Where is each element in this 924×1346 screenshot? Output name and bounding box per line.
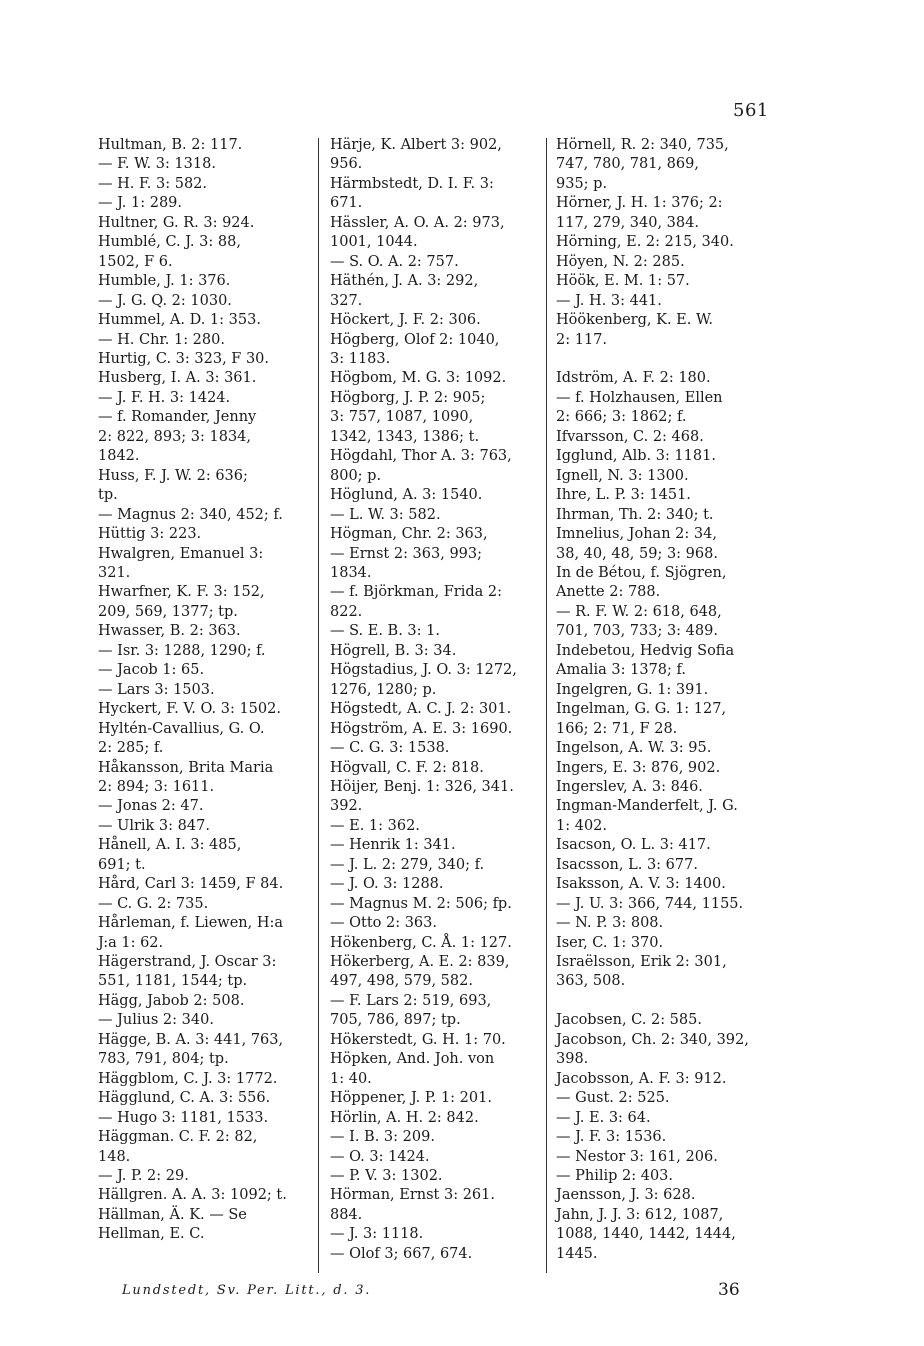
index-line: Hörner, J. H. 1: 376; 2: — [556, 195, 723, 212]
index-line: — J. U. 3: 366, 744, 1155. — [556, 895, 744, 912]
index-line: Ifvarsson, C. 2: 468. — [556, 428, 704, 445]
index-line: — Jonas 2: 47. — [98, 798, 204, 815]
index-line: — S. E. B. 3: 1. — [330, 623, 440, 640]
index-line: 2: 285; f. — [98, 740, 164, 757]
index-line: 363, 508. — [556, 973, 626, 990]
index-line: Häggman. C. F. 2: 82, — [98, 1129, 258, 1146]
index-line: Härje, K. Albert 3: 902, — [330, 137, 502, 153]
index-line: Isaksson, A. V. 3: 1400. — [556, 876, 726, 893]
index-line: Hwarfner, K. F. 3: 152, — [98, 584, 265, 601]
index-line: Jahn, J. J. 3: 612, 1087, — [556, 1206, 724, 1223]
index-line: — Hugo 3: 1181, 1533. — [98, 1109, 269, 1126]
index-line: Ingelson, A. W. 3: 95. — [556, 740, 712, 757]
index-line: Höyen, N. 2: 285. — [556, 253, 685, 270]
index-line: Högrell, B. 3: 34. — [330, 642, 457, 659]
index-column-1 — [98, 136, 308, 1245]
index-line: 1342, 1343, 1386; t. — [330, 428, 480, 445]
index-line: 2: 117. — [556, 331, 608, 348]
index-line: Iser, C. 1: 370. — [556, 934, 664, 951]
index-line: 1: 402. — [556, 817, 608, 834]
index-line: 701, 703, 733; 3: 489. — [556, 623, 718, 640]
index-line: Hyckert, F. V. O. 3: 1502. — [98, 701, 281, 718]
index-line: Hellman, E. C. — [98, 1226, 205, 1243]
index-line: Högstadius, J. O. 3: 1272, — [330, 662, 517, 679]
index-line: Hökenberg, C. Å. 1: 127. — [330, 934, 512, 951]
index-line: Högbom, M. G. 3: 1092. — [330, 370, 507, 387]
index-line: Hurtig, C. 3: 323, F 30. — [98, 350, 270, 367]
index-line: Håkansson, Brita Maria — [98, 759, 274, 776]
index-line: In de Bétou, f. Sjögren, — [556, 564, 727, 581]
index-line: Höppener, J. P. 1: 201. — [330, 1090, 492, 1107]
index-line: — f. Romander, Jenny — [98, 409, 257, 426]
index-line: — R. F. W. 2: 618, 648, — [556, 603, 722, 620]
index-line: — E. 1: 362. — [330, 817, 420, 834]
index-line: — J. 1: 289. — [98, 195, 183, 212]
index-line: — Jacob 1: 65. — [98, 662, 205, 679]
index-line: — Ulrik 3: 847. — [98, 817, 210, 834]
index-line: — C. G. 2: 735. — [98, 895, 209, 912]
index-line: Ingerslev, A. 3: 846. — [556, 778, 703, 795]
index-line: 2: 666; 3: 1862; f. — [556, 409, 687, 426]
index-line: Höglund, A. 3: 1540. — [330, 487, 483, 504]
index-line: Höijer, Benj. 1: 326, 341. — [330, 778, 514, 795]
index-line: 783, 791, 804; tp. — [98, 1051, 229, 1068]
index-line: Hüttig 3: 223. — [98, 526, 202, 543]
index-line: Jacobsen, C. 2: 585. — [556, 1012, 702, 1029]
index-line: — I. B. 3: 209. — [330, 1129, 435, 1146]
index-line: — f. Björkman, Frida 2: — [330, 584, 503, 601]
index-line: Igglund, Alb. 3: 1181. — [556, 448, 716, 465]
index-line: 691; t. — [98, 856, 146, 873]
index-line: Höök, E. M. 1: 57. — [556, 273, 690, 290]
index-column-2 — [330, 136, 540, 1264]
index-line: Hwasser, B. 2: 363. — [98, 623, 241, 640]
index-line: Humblé, C. J. 3: 88, — [98, 234, 241, 251]
index-line: — Nestor 3: 161, 206. — [556, 1148, 718, 1165]
index-line: — Lars 3: 1503. — [98, 681, 215, 698]
index-line: 327. — [330, 292, 363, 309]
index-line: — L. W. 3: 582. — [330, 506, 441, 523]
index-line: — J. F. H. 3: 1424. — [98, 389, 231, 406]
index-line: 209, 569, 1377; tp. — [98, 603, 238, 620]
index-line: — Gust. 2: 525. — [556, 1090, 670, 1107]
index-line: Hörman, Ernst 3: 261. — [330, 1187, 495, 1204]
index-line: Huss, F. J. W. 2: 636; — [98, 467, 248, 484]
index-column-3 — [556, 136, 771, 1264]
index-line: Husberg, I. A. 3: 361. — [98, 370, 257, 387]
index-line: 935; p. — [556, 175, 608, 192]
index-line: Högstedt, A. C. J. 2: 301. — [330, 701, 512, 718]
index-line: Hårleman, f. Liewen, H:a — [98, 915, 284, 932]
index-line — [556, 350, 771, 369]
index-line: — Ernst 2: 363, 993; — [330, 545, 483, 562]
sheet-number: 36 — [718, 1280, 740, 1300]
index-line: Högdahl, Thor A. 3: 763, — [330, 448, 512, 465]
index-line: Hultner, G. R. 3: 924. — [98, 214, 255, 231]
index-line: — Otto 2: 363. — [330, 915, 437, 932]
index-line: Höökenberg, K. E. W. — [556, 312, 713, 329]
index-line: Härmbstedt, D. I. F. 3: — [330, 175, 494, 192]
index-line: — F. W. 3: 1318. — [98, 156, 216, 173]
index-line: — Henrik 1: 341. — [330, 837, 456, 854]
page-number: 561 — [733, 100, 769, 121]
index-line: 705, 786, 897; tp. — [330, 1012, 461, 1029]
index-line: 822. — [330, 603, 363, 620]
index-line: Ignell, N. 3: 1300. — [556, 467, 689, 484]
index-line: 1502, F 6. — [98, 253, 173, 270]
index-line: 321. — [98, 564, 131, 581]
index-line: — Julius 2: 340. — [98, 1012, 214, 1029]
index-line: Hånell, A. I. 3: 485, — [98, 837, 242, 854]
index-line: Ihre, L. P. 3: 1451. — [556, 487, 691, 504]
index-line: 398. — [556, 1051, 589, 1068]
index-line: 148. — [98, 1148, 131, 1165]
index-line: — J. O. 3: 1288. — [330, 876, 444, 893]
index-line: — J. G. Q. 2: 1030. — [98, 292, 232, 309]
index-line: Högvall, C. F. 2: 818. — [330, 759, 484, 776]
index-line: Hägg, Jabob 2: 508. — [98, 992, 245, 1009]
index-line: — Olof 3; 667, 674. — [330, 1245, 473, 1262]
index-line: 551, 1181, 1544; tp. — [98, 973, 248, 990]
index-line: — J. E. 3: 64. — [556, 1109, 651, 1126]
index-line: 884. — [330, 1206, 363, 1223]
index-line: J:a 1: 62. — [98, 934, 164, 951]
index-line: 3: 757, 1087, 1090, — [330, 409, 474, 426]
index-line: — S. O. A. 2: 757. — [330, 253, 459, 270]
index-line: Ingelman, G. G. 1: 127, — [556, 701, 727, 718]
index-line: — H. F. 3: 582. — [98, 175, 207, 192]
index-line: Hägge, B. A. 3: 441, 763, — [98, 1031, 284, 1048]
index-line: 1276, 1280; p. — [330, 681, 437, 698]
index-line — [556, 992, 771, 1011]
index-line: — N. P. 3: 808. — [556, 915, 664, 932]
index-line: Isacsson, L. 3: 677. — [556, 856, 698, 873]
index-line: Häthén, J. A. 3: 292, — [330, 273, 479, 290]
index-line: 38, 40, 48, 59; 3: 968. — [556, 545, 718, 562]
index-line: Hörlin, A. H. 2: 842. — [330, 1109, 479, 1126]
index-line: Idström, A. F. 2: 180. — [556, 370, 711, 387]
index-line: 1842. — [98, 448, 140, 465]
index-line: — Isr. 3: 1288, 1290; f. — [98, 642, 266, 659]
index-line: tp. — [98, 487, 118, 504]
index-line: — J. P. 2: 29. — [98, 1168, 189, 1185]
index-line: 117, 279, 340, 384. — [556, 214, 699, 231]
index-line: Högström, A. E. 3: 1690. — [330, 720, 513, 737]
index-line: 1: 40. — [330, 1070, 372, 1087]
index-line: 671. — [330, 195, 363, 212]
index-line: — H. Chr. 1: 280. — [98, 331, 225, 348]
index-line: Hägglund, C. A. 3: 556. — [98, 1090, 271, 1107]
index-line: Hörnell, R. 2: 340, 735, — [556, 137, 729, 153]
index-line: Hultman, B. 2: 117. — [98, 137, 243, 153]
index-line: 166; 2: 71, F 28. — [556, 720, 678, 737]
index-line: — J. L. 2: 279, 340; f. — [330, 856, 485, 873]
index-line: 2: 822, 893; 3: 1834, — [98, 428, 252, 445]
index-line: Jaensson, J. 3: 628. — [556, 1187, 696, 1204]
index-line: Höckert, J. F. 2: 306. — [330, 312, 481, 329]
index-line: 800; p. — [330, 467, 382, 484]
index-line: 1834. — [330, 564, 372, 581]
index-line: Indebetou, Hedvig Sofia — [556, 642, 735, 659]
index-line: Hällman, Ä. K. — Se — [98, 1206, 247, 1223]
index-line: 2: 894; 3: 1611. — [98, 778, 215, 795]
index-line: Höpken, And. Joh. von — [330, 1051, 495, 1068]
index-line: Jacobsson, A. F. 3: 912. — [556, 1070, 727, 1087]
index-line: 3: 1183. — [330, 350, 391, 367]
index-line: Hummel, A. D. 1: 353. — [98, 312, 261, 329]
index-line: Israëlsson, Erik 2: 301, — [556, 954, 727, 971]
index-line: Häggblom, C. J. 3: 1772. — [98, 1070, 278, 1087]
index-line: — J. 3: 1118. — [330, 1226, 424, 1243]
index-line: Imnelius, Johan 2: 34, — [556, 526, 717, 543]
index-line: 1445. — [556, 1245, 598, 1262]
index-line: Ingman-Manderfelt, J. G. — [556, 798, 738, 815]
index-line: Anette 2: 788. — [556, 584, 661, 601]
index-line: 747, 780, 781, 869, — [556, 156, 699, 173]
index-line: Jacobson, Ch. 2: 340, 392, — [556, 1031, 749, 1048]
index-line: Hård, Carl 3: 1459, F 84. — [98, 876, 284, 893]
index-line: — C. G. 3: 1538. — [330, 740, 450, 757]
index-line: — Philip 2: 403. — [556, 1168, 674, 1185]
index-line: — O. 3: 1424. — [330, 1148, 430, 1165]
index-line: 497, 498, 579, 582. — [330, 973, 473, 990]
index-line: Hyltén-Cavallius, G. O. — [98, 720, 265, 737]
index-line: 956. — [330, 156, 363, 173]
column-divider — [546, 138, 547, 1273]
index-line: Hörning, E. 2: 215, 340. — [556, 234, 734, 251]
index-line: 1088, 1440, 1442, 1444, — [556, 1226, 736, 1243]
index-line: Hökerstedt, G. H. 1: 70. — [330, 1031, 506, 1048]
index-line: Hässler, A. O. A. 2: 973, — [330, 214, 505, 231]
index-line: Högman, Chr. 2: 363, — [330, 526, 488, 543]
index-line: Hwalgren, Emanuel 3: — [98, 545, 264, 562]
index-line: — J. H. 3: 441. — [556, 292, 662, 309]
index-line: Ihrman, Th. 2: 340; t. — [556, 506, 714, 523]
footer-source: Lundstedt, Sv. Per. Litt., d. 3. — [122, 1283, 372, 1298]
index-line: — J. F. 3: 1536. — [556, 1129, 667, 1146]
index-line: Hällgren. A. A. 3: 1092; t. — [98, 1187, 287, 1204]
column-divider — [318, 138, 319, 1273]
index-line: Hägerstrand, J. Oscar 3: — [98, 954, 277, 971]
index-line: Amalia 3: 1378; f. — [556, 662, 686, 679]
index-line: Humble, J. 1: 376. — [98, 273, 231, 290]
index-line: — f. Holzhausen, Ellen — [556, 389, 723, 406]
index-line: Ingelgren, G. 1: 391. — [556, 681, 709, 698]
index-line: 392. — [330, 798, 363, 815]
index-line: Ingers, E. 3: 876, 902. — [556, 759, 721, 776]
index-line: Högborg, J. P. 2: 905; — [330, 389, 486, 406]
index-line: Hökerberg, A. E. 2: 839, — [330, 954, 510, 971]
index-line: Isacson, O. L. 3: 417. — [556, 837, 711, 854]
index-line: — Magnus 2: 340, 452; f. — [98, 506, 283, 523]
index-line: Högberg, Olof 2: 1040, — [330, 331, 500, 348]
index-line: — Magnus M. 2: 506; fp. — [330, 895, 512, 912]
index-line: — F. Lars 2: 519, 693, — [330, 992, 492, 1009]
index-line: — P. V. 3: 1302. — [330, 1168, 443, 1185]
index-line: 1001, 1044. — [330, 234, 418, 251]
